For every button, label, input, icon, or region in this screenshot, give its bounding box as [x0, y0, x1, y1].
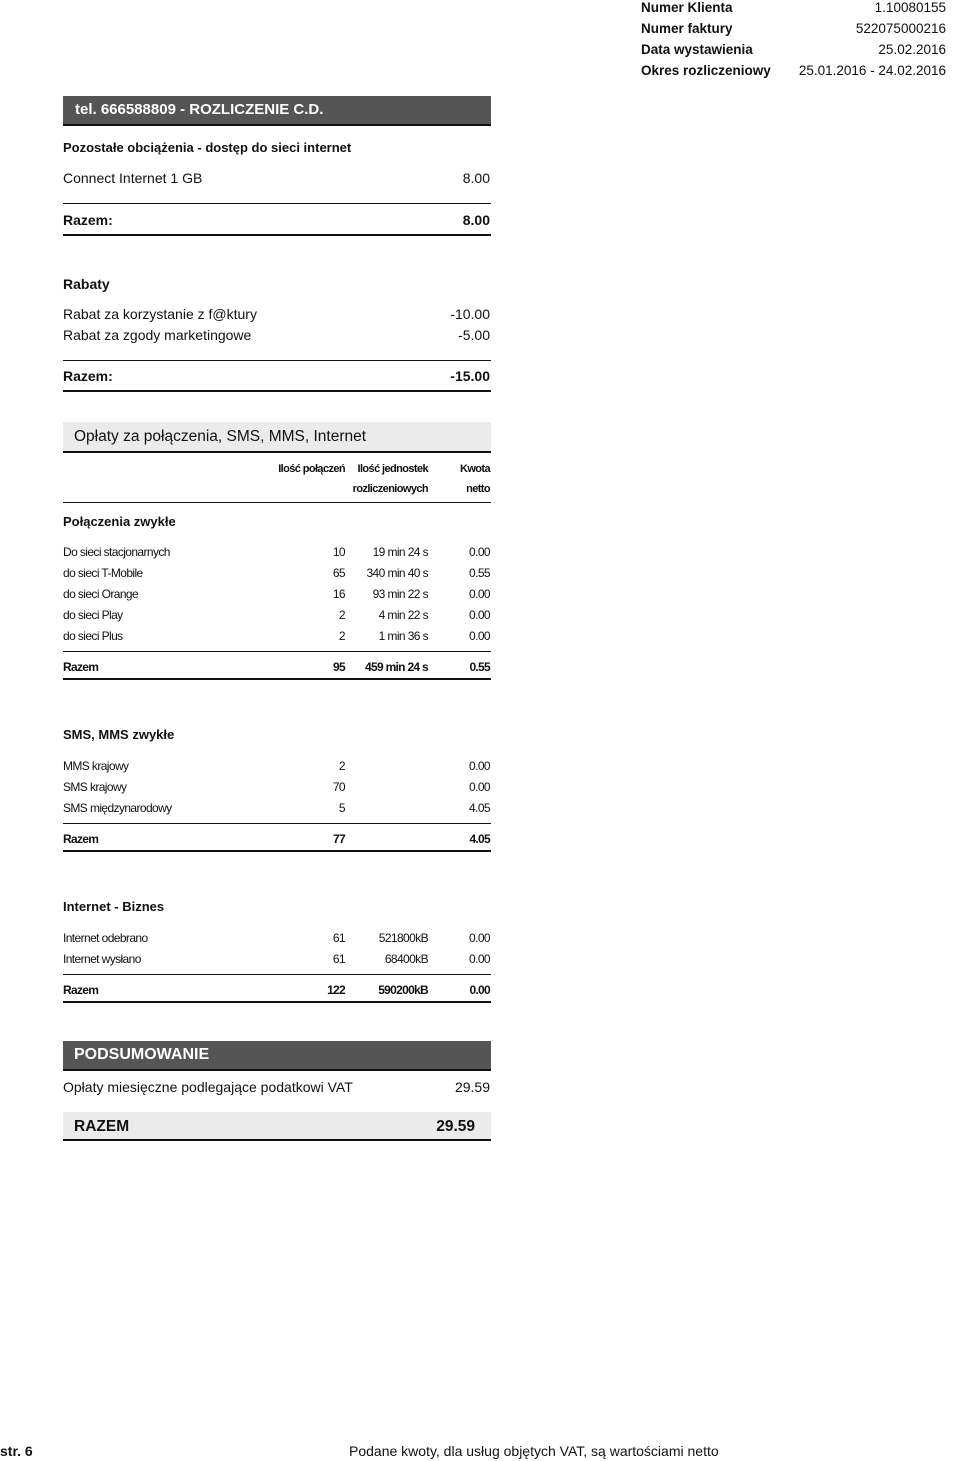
connect-internet-amount: 8.00 [462, 170, 490, 186]
issue-date-label: Data wystawienia [641, 42, 753, 57]
usage-section-bar [63, 422, 491, 453]
col-header-units-1: Ilość jednostek [357, 463, 428, 475]
divider [63, 390, 491, 392]
discount-marketing-amount: -5.00 [458, 327, 490, 343]
phone-section-title: tel. 666588809 - ROZLICZENIE C.D. [75, 101, 324, 118]
row-count: 2 [338, 759, 345, 773]
col-header-amount-1: Kwota [459, 463, 490, 475]
total-label: Razem [63, 660, 99, 674]
row-label: do sieci T-Mobile [63, 566, 143, 580]
row-label: SMS krajowy [63, 780, 127, 794]
row-count: 2 [338, 629, 345, 643]
row-units: 1 min 36 s [378, 629, 428, 643]
col-header-amount-2: netto [466, 483, 490, 495]
row-count: 70 [332, 780, 345, 794]
connect-internet-label: Connect Internet 1 GB [63, 170, 203, 186]
row-units: 19 min 24 s [372, 545, 428, 559]
internet-title: Internet - Biznes [63, 899, 165, 914]
row-label: Internet odebrano [63, 931, 148, 945]
total-units: 590200kB [378, 983, 428, 997]
issue-date-value: 25.02.2016 [878, 42, 946, 57]
row-amount: 0.00 [469, 952, 490, 966]
row-units: 521800kB [378, 931, 428, 945]
row-label: SMS międzynarodowy [63, 801, 172, 815]
row-units: 4 min 22 s [378, 608, 428, 622]
total-amount: 0.55 [469, 660, 490, 674]
summary-total: 29.59 [436, 1118, 475, 1135]
vat-label: Opłaty miesięczne podlegające podatkowi VAT [63, 1079, 353, 1095]
divider [63, 823, 491, 824]
sms-title: SMS, MMS zwykłe [63, 727, 175, 742]
total-label: Razem [63, 832, 99, 846]
row-amount: 0.00 [469, 608, 490, 622]
row-count: 10 [332, 545, 345, 559]
billing-period-value: 25.01.2016 - 24.02.2016 [798, 63, 946, 78]
discounts-total-label: Razem: [63, 368, 113, 384]
divider [63, 678, 491, 680]
discount-efaktura-amount: -10.00 [450, 306, 490, 322]
summary-total-label: RAZEM [74, 1118, 130, 1135]
billing-period-label: Okres rozliczeniowy [641, 63, 771, 78]
other-charges-total: 8.00 [462, 212, 490, 228]
row-count: 61 [332, 931, 345, 945]
invoice-number-label: Numer faktury [641, 21, 733, 36]
row-label: do sieci Play [63, 608, 123, 622]
total-count: 95 [333, 660, 345, 674]
row-count: 65 [332, 566, 345, 580]
client-number-value: 1.10080155 [874, 0, 946, 15]
row-label: MMS krajowy [63, 759, 129, 773]
col-header-count: Ilość połączeń [278, 463, 345, 475]
row-label: do sieci Plus [63, 629, 123, 643]
total-count: 77 [333, 832, 345, 846]
total-units: 459 min 24 s [365, 660, 428, 674]
row-count: 5 [338, 801, 345, 815]
row-amount: 0.55 [469, 566, 490, 580]
total-count: 122 [327, 983, 345, 997]
summary-total-bar [63, 1112, 491, 1141]
calls-title: Połączenia zwykłe [63, 514, 176, 529]
other-charges-total-label: Razem: [63, 212, 113, 228]
page-number: str. 6 [0, 1443, 33, 1459]
row-amount: 0.00 [469, 759, 490, 773]
row-label: do sieci Orange [63, 587, 139, 601]
discounts-title: Rabaty [63, 276, 110, 292]
row-amount: 0.00 [469, 629, 490, 643]
row-count: 16 [332, 587, 345, 601]
row-amount: 0.00 [469, 587, 490, 601]
client-number-label: Numer Klienta [641, 0, 733, 15]
divider [63, 360, 491, 361]
col-header-units-2: rozliczeniowych [352, 483, 428, 495]
total-amount: 0.00 [469, 983, 490, 997]
invoice-number-value: 522075000216 [855, 21, 946, 36]
row-amount: 0.00 [469, 931, 490, 945]
total-label: Razem [63, 983, 99, 997]
other-charges-title: Pozostałe obciążenia - dostęp do sieci internet [63, 140, 352, 155]
total-amount: 4.05 [469, 832, 490, 846]
row-count: 2 [338, 608, 345, 622]
discounts-total: -15.00 [450, 368, 490, 384]
divider [63, 203, 491, 204]
row-amount: 0.00 [469, 545, 490, 559]
discount-marketing-label: Rabat za zgody marketingowe [63, 327, 252, 343]
vat-amount: 29.59 [454, 1079, 490, 1095]
divider [63, 651, 491, 652]
row-label: Internet wysłano [63, 952, 141, 966]
row-units: 340 min 40 s [366, 566, 428, 580]
discount-efaktura-label: Rabat za korzystanie z f@ktury [63, 306, 257, 322]
divider [63, 850, 491, 852]
summary-title: PODSUMOWANIE [74, 1046, 210, 1063]
divider [63, 1001, 491, 1003]
divider [63, 234, 491, 236]
footer-note: Podane kwoty, dla usług objętych VAT, są wartościami netto [349, 1443, 719, 1459]
phone-section-bar [63, 96, 491, 126]
row-count: 61 [332, 952, 345, 966]
row-units: 93 min 22 s [372, 587, 428, 601]
row-units: 68400kB [384, 952, 428, 966]
summary-bar [63, 1041, 491, 1071]
row-label: Do sieci stacjonarnych [63, 545, 170, 559]
usage-section-title: Opłaty za połączenia, SMS, MMS, Internet [74, 428, 367, 445]
row-amount: 4.05 [469, 801, 490, 815]
divider [63, 974, 491, 975]
row-amount: 0.00 [469, 780, 490, 794]
divider [63, 502, 491, 503]
